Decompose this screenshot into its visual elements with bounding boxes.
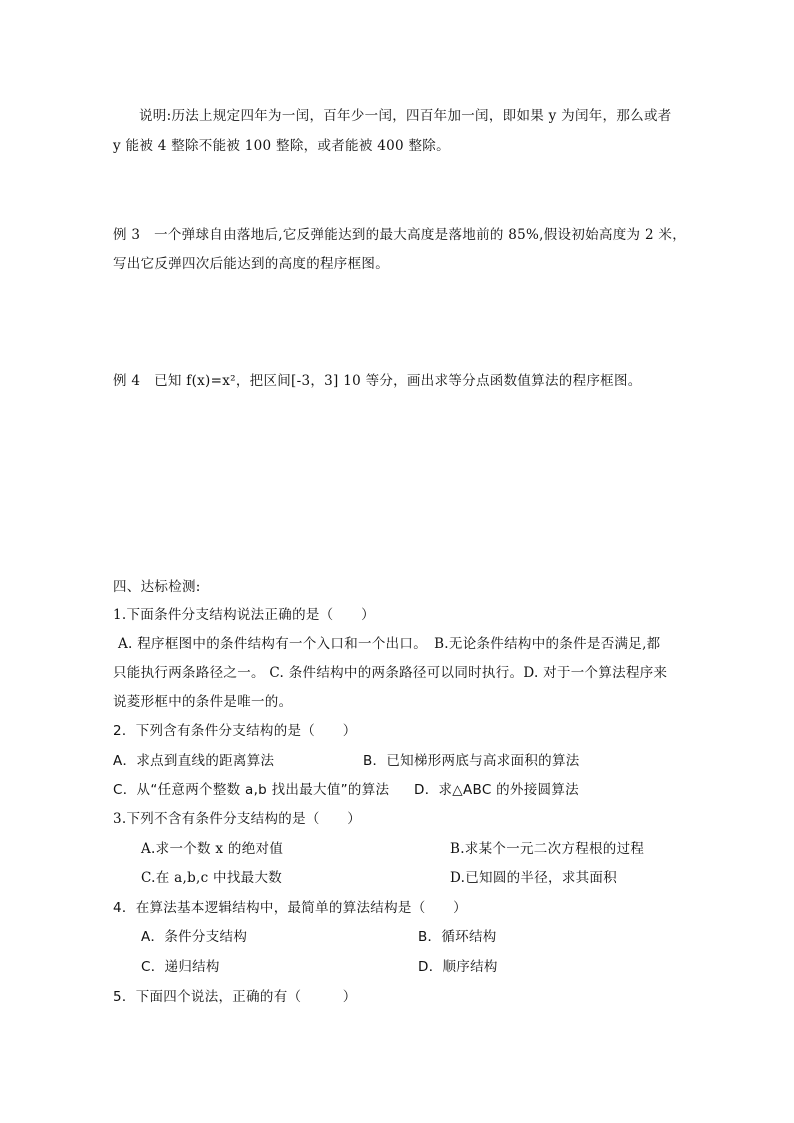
q4-option-d: D．顺序结构 [418,959,498,975]
q5-stem: 5．下面四个说法，正确的有（ ） [113,989,357,1005]
q3-option-c: C.在 a,b,c 中找最大数 [141,870,283,886]
q1-option-line-2: 只能执行两条路径之一。 C. 条件结构中的两条路径可以同时执行。D. 对于一个算法程序来 [113,665,668,681]
q4-option-b: B．循环结构 [418,929,497,945]
q2-option-a: A．求点到直线的距离算法 [113,753,275,769]
q4-option-a: A．条件分支结构 [141,929,248,945]
example-3-line-1: 例 3 一个弹球自由落地后,它反弹能达到的最大高度是落地前的 85%,假设初始高度为 2 米， [113,227,687,243]
q2-option-c: C．从“任意两个整数 a,b 找出最大值”的算法 [113,782,390,798]
q3-option-d: D.已知圆的半径，求其面积 [450,870,618,886]
q3-stem: 3.下列不含有条件分支结构的是（ ） [113,811,362,827]
q1-option-line-3: 说菱形框中的条件是唯一的。 [113,694,293,710]
q2-option-d: D．求△ABC 的外接圆算法 [414,782,579,798]
q3-option-a: A.求一个数 x 的绝对值 [141,841,284,857]
q1-option-line-1: A. 程序框图中的条件结构有一个入口和一个出口。 B.无论条件结构中的条件是否满足,都 [118,636,661,652]
q2-option-b: B．已知梯形两底与高求面积的算法 [363,753,580,769]
example-4-line-1: 例 4 已知 f(x)=x²，把区间[-3，3] 10 等分，画出求等分点函数值算法的程序框图。 [113,373,642,389]
note-line-1: 说明:历法上规定四年为一闰，百年少一闰，四百年加一闰，即如果 y 为闰年，那么或者 [139,108,672,124]
note-line-2: y 能被 4 整除不能被 100 整除，或者能被 400 整除。 [113,138,450,154]
q1-stem: 1.下面条件分支结构说法正确的是（ ） [113,607,375,623]
q3-option-b: B.求某个一元二次方程根的过程 [450,841,645,857]
q4-stem: 4．在算法基本逻辑结构中，最简单的算法结构是（ ） [113,900,467,916]
q4-option-c: C．递归结构 [141,959,220,975]
q2-stem: 2．下列含有条件分支结构的是（ ） [113,723,357,739]
example-3-line-2: 写出它反弹四次后能达到的高度的程序框图。 [113,256,389,272]
section-title: 四、达标检测: [113,579,201,595]
